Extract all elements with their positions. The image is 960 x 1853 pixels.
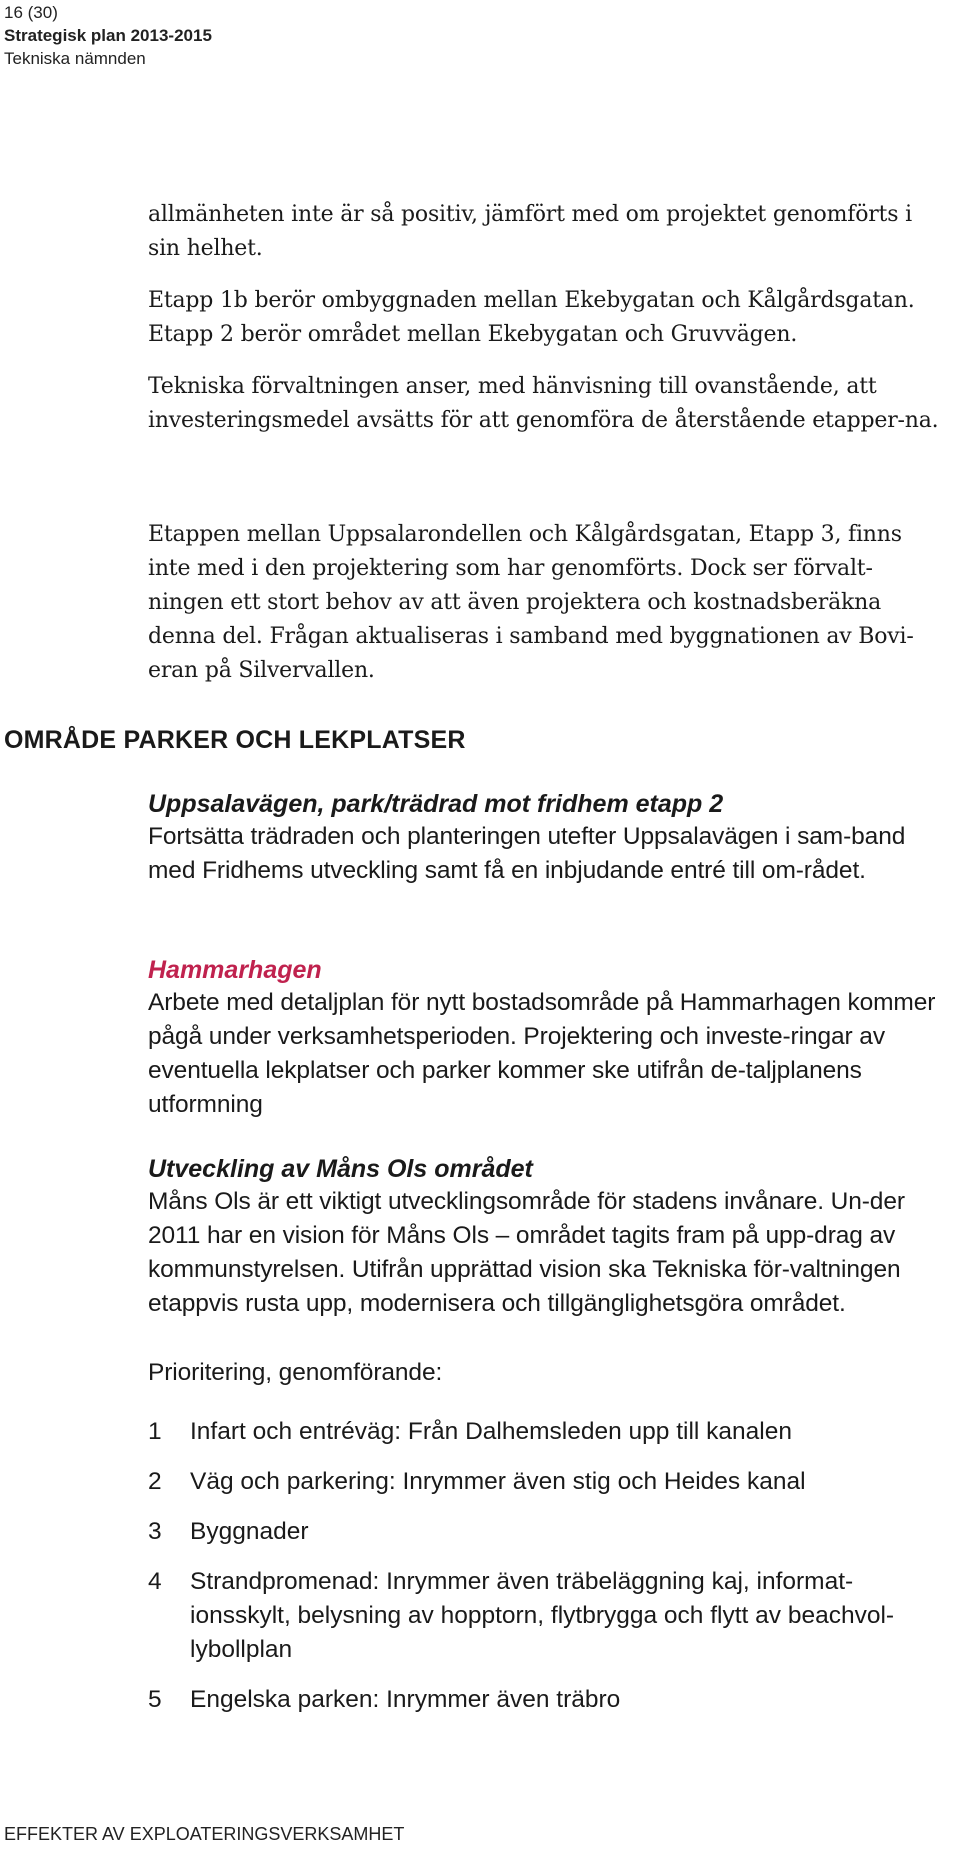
priority-list	[148, 1415, 948, 1733]
priority-text: Byggnader	[190, 1518, 309, 1545]
intro-paragraph-1: allmänheten inte är så positiv, jämfört med om projektet genomförts i sin helhet.	[148, 202, 912, 261]
uppsala-heading: Uppsalavägen, park/trädrad mot fridhem etapp 2	[148, 790, 724, 818]
mans-ols-heading: Utveckling av Måns Ols området	[148, 1155, 533, 1183]
priority-text: Väg och parkering: Inrymmer även stig och Heides kanal	[190, 1468, 806, 1495]
priority-text: Infart och entréväg: Från Dalhemsleden upp till kanalen	[190, 1418, 792, 1445]
hammarhagen-heading: Hammarhagen	[148, 956, 322, 984]
uppsala-paragraph: Fortsätta trädraden och planteringen utefter Uppsalavägen i sam-band med Fridhems utveckling samt få en inbjudande entré till om-rådet.	[148, 823, 906, 884]
priority-text: Strandpromenad: Inrymmer även träbeläggning kaj, informat-ionsskylt, belysning av hopptorn, flytbrygga och flytt av beachvol-lybollplan	[190, 1568, 895, 1663]
intro-paragraph-3: Tekniska förvaltningen anser, med hänvisning till ovanstående, att investeringsmedel avsätts för att genomföra de återstående etapper-na.	[148, 374, 939, 433]
priority-number: 2	[148, 1468, 162, 1495]
page-footer: EFFEKTER AV EXPLOATERINGSVERKSAMHET	[4, 1824, 405, 1844]
page-number: 16 (30)	[4, 3, 58, 22]
priority-number: 3	[148, 1518, 162, 1545]
priority-number: 1	[148, 1418, 162, 1445]
document-title: Strategisk plan 2013-2015	[4, 26, 212, 45]
intro-paragraph-2: Etapp 1b berör ombyggnaden mellan Ekebygatan och Kålgårdsgatan. Etapp 2 berör området mellan Ekebygatan och Gruvvägen.	[148, 288, 915, 347]
priority-item	[148, 1465, 948, 1499]
priority-number: 4	[148, 1568, 162, 1595]
priority-number: 5	[148, 1686, 162, 1713]
priority-item	[148, 1515, 948, 1549]
priority-item	[148, 1415, 948, 1449]
priority-item	[148, 1565, 948, 1667]
priority-label: Prioritering, genomförande:	[148, 1359, 443, 1386]
mans-ols-paragraph: Måns Ols är ett viktigt utvecklingsområde för stadens invånare. Un-der 2011 har en vision för Måns Ols – området tagits fram på upp-drag av kommunstyrelsen. Utifrån upprättad vision ska Tekniska för-valtningen etappvis rusta upp, modernisera och tillgänglighetsgöra området.	[148, 1188, 905, 1317]
hammarhagen-paragraph: Arbete med detaljplan för nytt bostadsområde på Hammarhagen kommer pågå under verksamhetsperioden. Projektering och investe-ringar av eventuella lekplatser och parker kommer ske utifrån de-taljplanens utformning	[148, 989, 936, 1118]
department-name: Tekniska nämnden	[4, 49, 146, 68]
priority-text: Engelska parken: Inrymmer även träbro	[190, 1686, 621, 1713]
intro-paragraph-4: Etappen mellan Uppsalarondellen och Kålgårdsgatan, Etapp 3, finns inte med i den projektering som har genomförts. Dock ser förvalt-ningen ett stort behov av att även projektera och kostnadsberäkna denna del. Frågan aktualiseras i samband med byggnationen av Bovi-eran på Silvervallen.	[148, 522, 914, 683]
section-heading: OMRÅDE PARKER OCH LEKPLATSER	[4, 726, 466, 754]
priority-item	[148, 1683, 948, 1717]
